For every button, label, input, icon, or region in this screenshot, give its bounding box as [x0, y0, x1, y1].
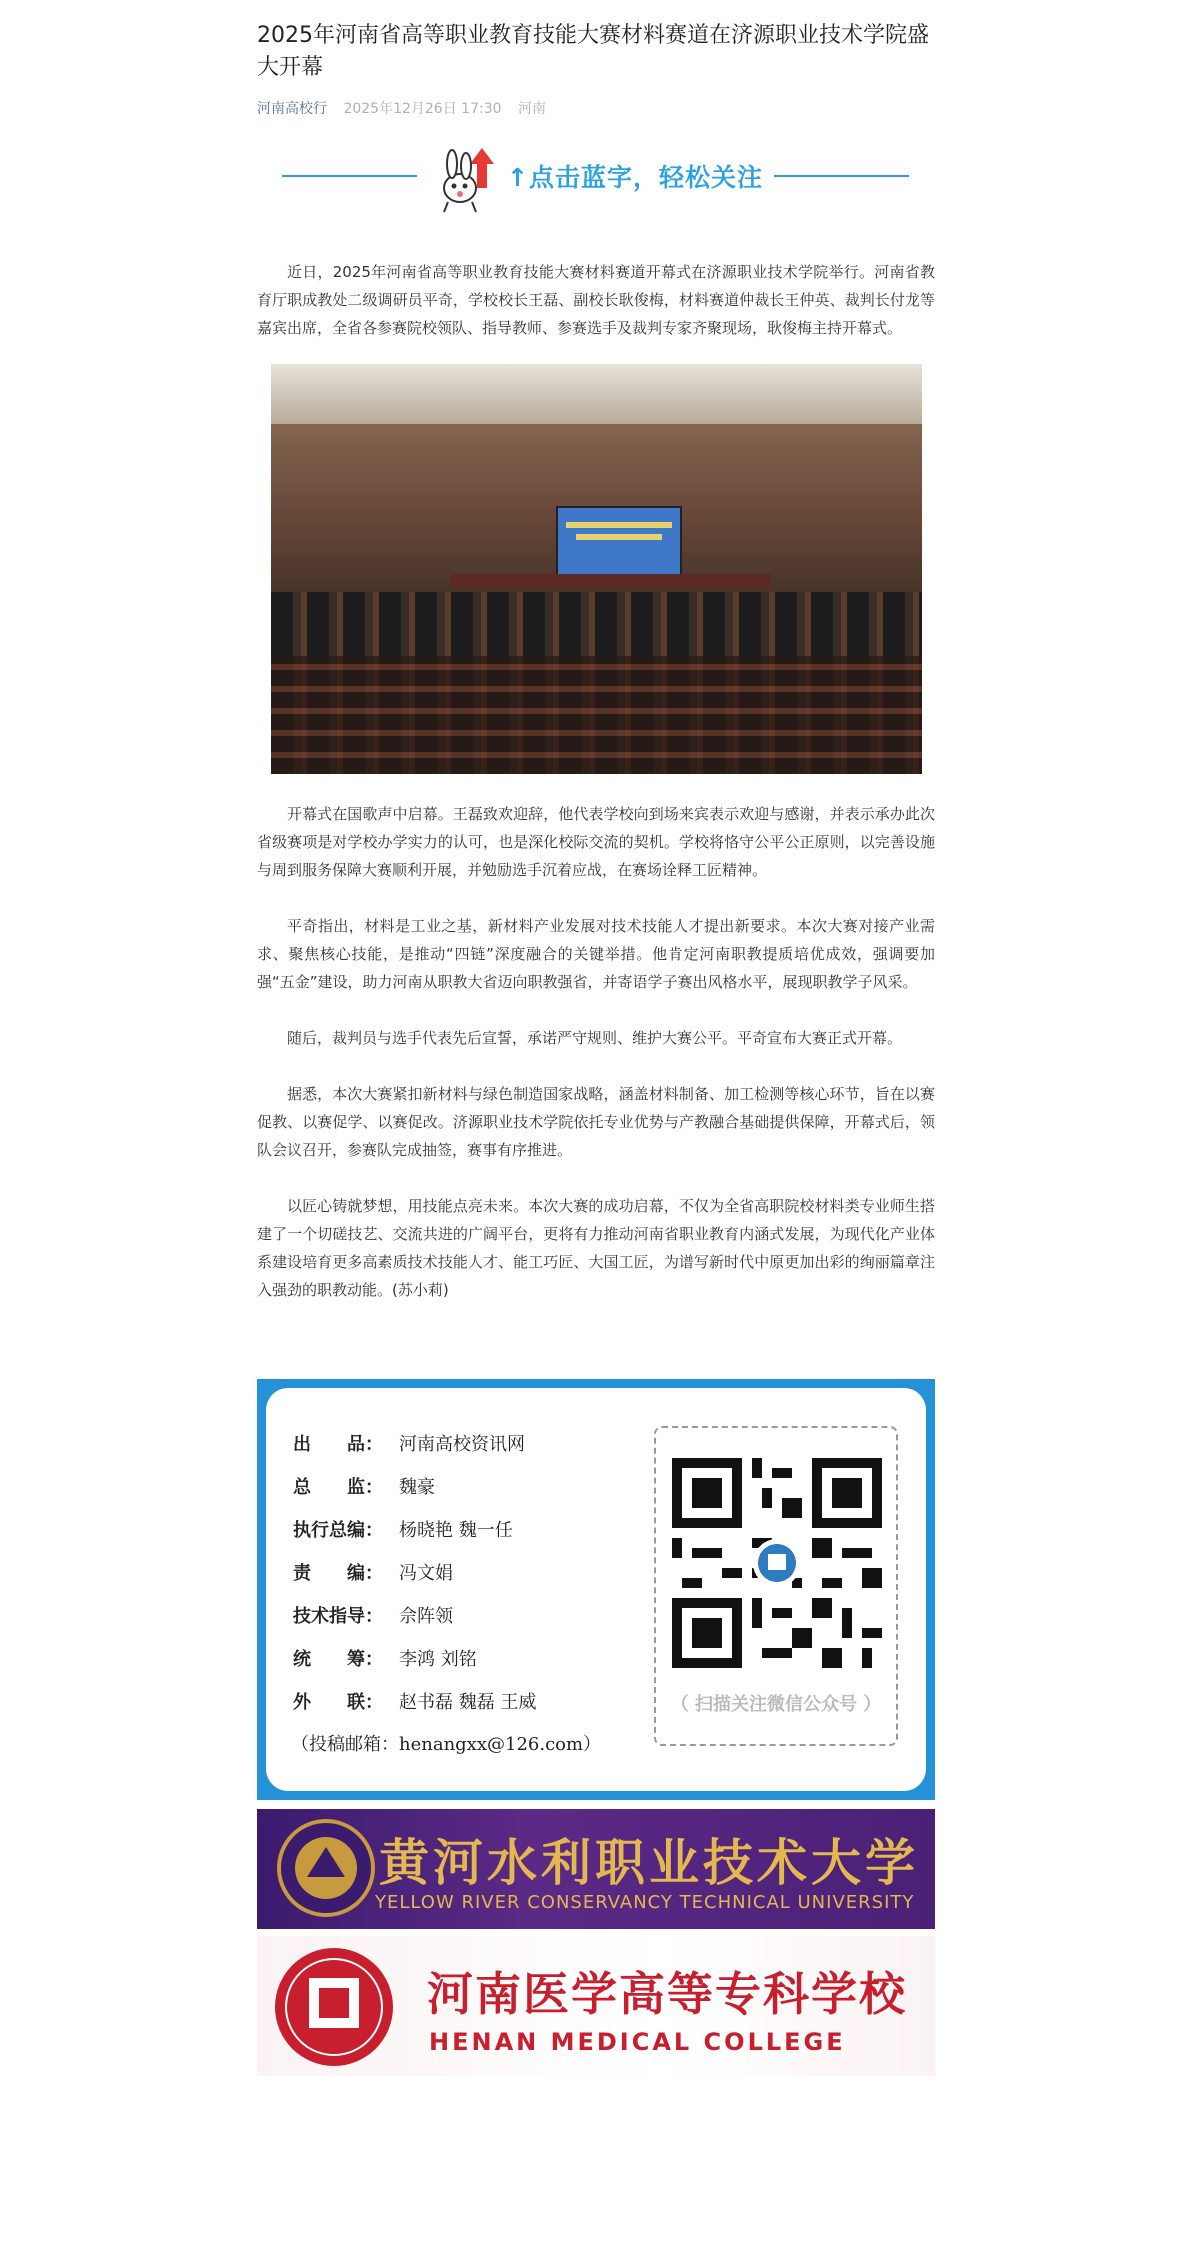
ad-banner-henan-medical[interactable] [257, 1936, 935, 2076]
photo-stage-screen [556, 506, 682, 582]
paragraph-5: 据悉，本次大赛紧扣新材料与绿色制造国家战略，涵盖材料制备、加工检测等核心环节，旨在以赛促教、以赛促学、以赛促改。济源职业技术学院依托专业优势与产教融合基础提供保障，开幕式后，领队会议召开，参赛队完成抽签，赛事有序推进。 [257, 1085, 935, 1159]
credit-value: 杨晓艳 魏一任 [399, 1520, 513, 1541]
credits-card [257, 1379, 935, 1800]
photo-seat-rows [271, 656, 922, 774]
college-seal-icon [275, 1948, 393, 2066]
author-link[interactable]: 河南高校行 [257, 101, 327, 117]
ad-name-en: HENAN MEDICAL COLLEGE [429, 2028, 846, 2056]
credit-key: 外 联： [293, 1692, 383, 1713]
credits-inner [266, 1388, 926, 1791]
credit-value: 李鸿 刘铭 [399, 1649, 477, 1670]
credit-row [293, 1559, 453, 1585]
qr-frame [654, 1426, 898, 1746]
qr-caption: （ 扫描关注微信公众号 ） [670, 1694, 882, 1715]
publish-date: 2025年12月26日 17:30 [343, 101, 502, 117]
ad-name-cn: 黄河水利职业技术大学 [379, 1833, 919, 1892]
credit-value: 赵书磊 魏磊 王威 [399, 1692, 537, 1713]
follow-text: ↑点击蓝字，轻松关注 [507, 163, 763, 192]
university-emblem-icon [277, 1819, 375, 1917]
ad-name-cn: 河南医学高等专科学校 [427, 1967, 907, 2021]
paragraph-3: 平奇指出，材料是工业之基，新材料产业发展对技术技能人才提出新要求。本次大赛对接产业需求、聚焦核心技能，是推动“四链”深度融合的关键举措。他肯定河南职教提质培优成效，强调要加强“五金”建设，助力河南从职教大省迈向职教强省，并寄语学子赛出风格水平，展现职教学子风采。 [257, 917, 935, 991]
credit-key: 责 编： [293, 1563, 383, 1584]
ad-name-en: YELLOW RIVER CONSERVANCY TECHNICAL UNIVERSITY [375, 1892, 915, 1913]
credit-row [293, 1516, 513, 1542]
credit-value: 佘阵领 [399, 1606, 453, 1627]
credit-value: 魏豪 [399, 1477, 435, 1498]
paragraph-2: 开幕式在国歌声中启幕。王磊致欢迎辞，他代表学校向到场来宾表示欢迎与感谢，并表示承办此次省级赛项是对学校办学实力的认可，也是深化校际交流的契机。学校将恪守公平公正原则，以完善设施与周到服务保障大赛顺利开展，并勉励选手沉着应战，在赛场诠释工匠精神。 [257, 805, 935, 879]
credit-row [293, 1602, 453, 1628]
follow-line-right [774, 175, 909, 177]
article-meta [257, 98, 935, 118]
photo-ceiling [271, 364, 922, 424]
credit-key: 技术指导： [293, 1606, 383, 1627]
wechat-qr-code-icon[interactable] [672, 1458, 882, 1668]
article [257, 0, 935, 1304]
paragraph-1: 近日，2025年河南省高等职业教育技能大赛材料赛道开幕式在济源职业技术学院举行。河南省教育厅职成教处二级调研员平奇，学校校长王磊、副校长耿俊梅，材料赛道仲裁长王仲英、裁判长付龙等嘉宾出席，全省各参赛院校领队、指导教师、参赛选手及裁判专家齐聚现场，耿俊梅主持开幕式。 [257, 263, 935, 337]
follow-line-left [282, 175, 417, 177]
credit-key: 执行总编： [293, 1520, 383, 1541]
paragraph-6: 以匠心铸就梦想，用技能点亮未来。本次大赛的成功启幕，不仅为全省高职院校材料类专业师生搭建了一个切磋技艺、交流共进的广阔平台，更将有力推动河南省职业教育内涵式发展，为现代化产业体系建设培育更多高素质技术技能人才、能工巧匠、大国工匠，为谱写新时代中原更加出彩的绚丽篇章注入强劲的职教动能。(苏小莉) [257, 1197, 935, 1299]
credit-row [293, 1430, 525, 1456]
credit-value: 河南高校资讯网 [399, 1434, 525, 1455]
photo-stage-table [451, 574, 771, 588]
credit-key: 统 筹： [293, 1649, 383, 1670]
submission-email: （投稿邮箱：henangxx@126.com） [291, 1734, 602, 1755]
credit-key: 总 监： [293, 1477, 383, 1498]
credit-row [293, 1688, 536, 1714]
credit-key: 出 品： [293, 1434, 383, 1455]
credit-value: 冯文娟 [399, 1563, 453, 1584]
article-title: 2025年河南省高等职业教育技能大赛材料赛道在济源职业技术学院盛大开幕 [257, 23, 929, 80]
publish-location: 河南 [517, 101, 546, 117]
follow-banner[interactable] [257, 132, 935, 222]
rabbit-mascot-icon [432, 144, 502, 214]
paragraph-4: 随后，裁判员与选手代表先后宣誓，承诺严守规则、维护大赛公平。平奇宣布大赛正式开幕。 [287, 1029, 903, 1047]
credit-row [293, 1473, 435, 1499]
ceremony-photo [271, 364, 922, 774]
ad-banner-yellow-river[interactable] [257, 1809, 935, 1929]
credit-row [293, 1645, 477, 1671]
